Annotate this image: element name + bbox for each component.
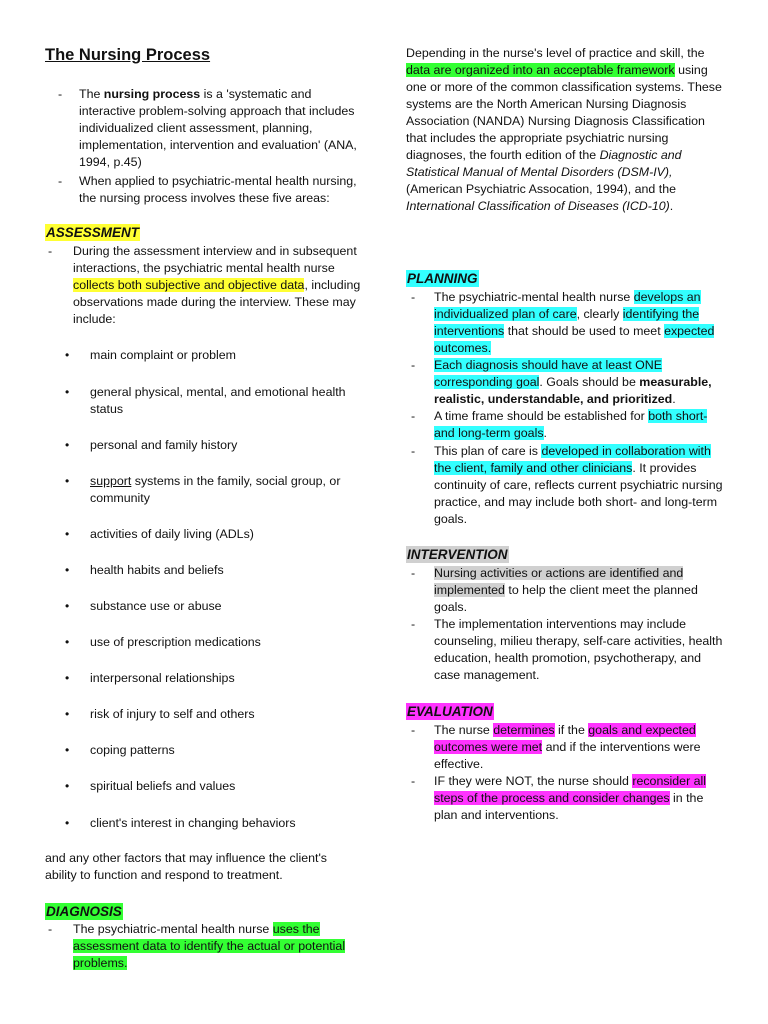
nursing-process-term: nursing process: [103, 87, 201, 101]
classification-paragraph: Depending in the nurse's level of practice and skill, the data are organized into an acceptable framework using one or more of the common classification systems. These systems are the North American Nursing Diagnosis Association (NANDA) Nursing Diagnosis Classification that includes the appropriate psychiatric nursing diagnoses, the fourth edition of the Diagnostic and Statistical Manual of Mental Disorders (DSM-IV), (American Psychiatric Assocation, 1994), and the International Classification of Diseases (ICD-10).: [406, 46, 722, 213]
planning-heading: PLANNING: [407, 271, 478, 286]
support-word: support: [90, 474, 132, 488]
intervention-heading: INTERVENTION: [407, 547, 508, 562]
assessment-heading: ASSESSMENT: [46, 225, 140, 240]
assessment-closing: and any other factors that may influence the client's ability to function and respond to treatment.: [45, 851, 328, 882]
diagnosis-heading: DIAGNOSIS: [46, 904, 122, 919]
page-title: The Nursing Process: [45, 46, 211, 64]
evaluation-heading: EVALUATION: [407, 704, 493, 719]
